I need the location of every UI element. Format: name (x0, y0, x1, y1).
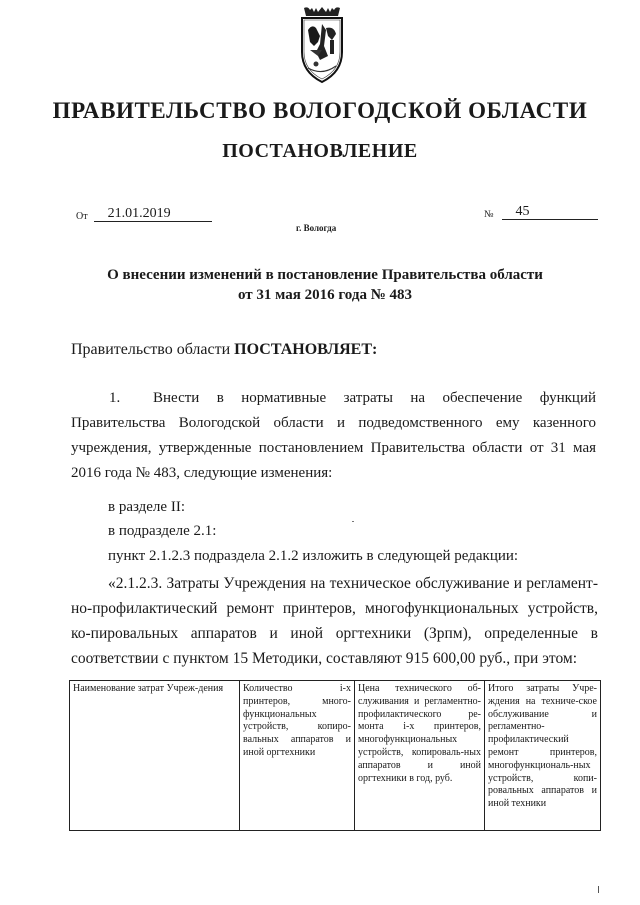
point-line: пункт 2.1.2.3 подраздела 2.1.2 изложить в следующей редакции: (108, 548, 519, 564)
city: г. Вологда (296, 223, 337, 233)
date-prefix: От (76, 211, 88, 222)
number-prefix: № (484, 209, 494, 220)
number-value: 45 (502, 204, 598, 220)
table-header-row (70, 681, 601, 831)
scan-artifact (598, 886, 599, 893)
item-1-text: Внести в нормативные затраты на обеспечение функций Правительства Вологодской области и подведомственного ему казенного учреждения, утвержденные постановлением Правительства области от 31 мая 2016 года № 483, следующие изменения: (71, 390, 596, 481)
document-subject (0, 265, 640, 305)
document-type: ПОСТАНОВЛЕНИЕ (222, 140, 418, 162)
subsection-line: в подразделе 2.1: (108, 523, 217, 539)
table-header-cell: Цена технического об-служивания и регламентно-профилактического ре-монта i-х принтеров, многофункциональных устройств, копироваль-ных аппаратов и иной оргтехники в год, руб. (355, 681, 485, 831)
date-value: 21.01.2019 (94, 206, 212, 222)
table-header-cell: Наименование затрат Учреж-дения (70, 681, 240, 831)
decree-statement (71, 341, 377, 359)
quoted-amendment: «2.1.2.3. Затраты Учреждения на техническое обслуживание и регламент-но-профилактический ремонт принтеров, многофункциональных устройств, ко-пировальных аппаратов и иной оргтехники (Зрпм), определенные в соответствии с пунктом 15 Методики, составляют 915 600,00 руб., при этом: (71, 575, 598, 667)
paragraph-item-1 (71, 386, 596, 486)
number-field (484, 204, 598, 220)
decree-verb: ПОСТАНОВЛЯЕТ: (234, 341, 378, 358)
coat-of-arms-icon (296, 6, 348, 86)
decree-prefix: Правительство области (71, 341, 235, 358)
table-header-cell: Итого затраты Учре-ждения на техниче-ское обслуживание и регламентно-профилактический ремонт принтеров, многофункциональ-ных устройств, копи-ровальных аппаратов и иной техники (485, 681, 601, 831)
costs-table (69, 680, 601, 831)
scan-artifact (352, 521, 354, 522)
government-title: ПРАВИТЕЛЬСТВО ВОЛОГОДСКОЙ ОБЛАСТИ (52, 98, 588, 123)
subject-line-2: от 31 мая 2016 года № 483 (237, 287, 413, 303)
item-number: 1. (109, 390, 121, 406)
section-line: в разделе II: (108, 499, 185, 515)
table-header-cell: Количество i-х принтеров, много-функциональных устройств, копиро-вальных аппаратов и иной оргтехники (240, 681, 355, 831)
date-field (76, 206, 212, 222)
subject-line-1: О внесении изменений в постановление Правительства области (107, 267, 543, 283)
